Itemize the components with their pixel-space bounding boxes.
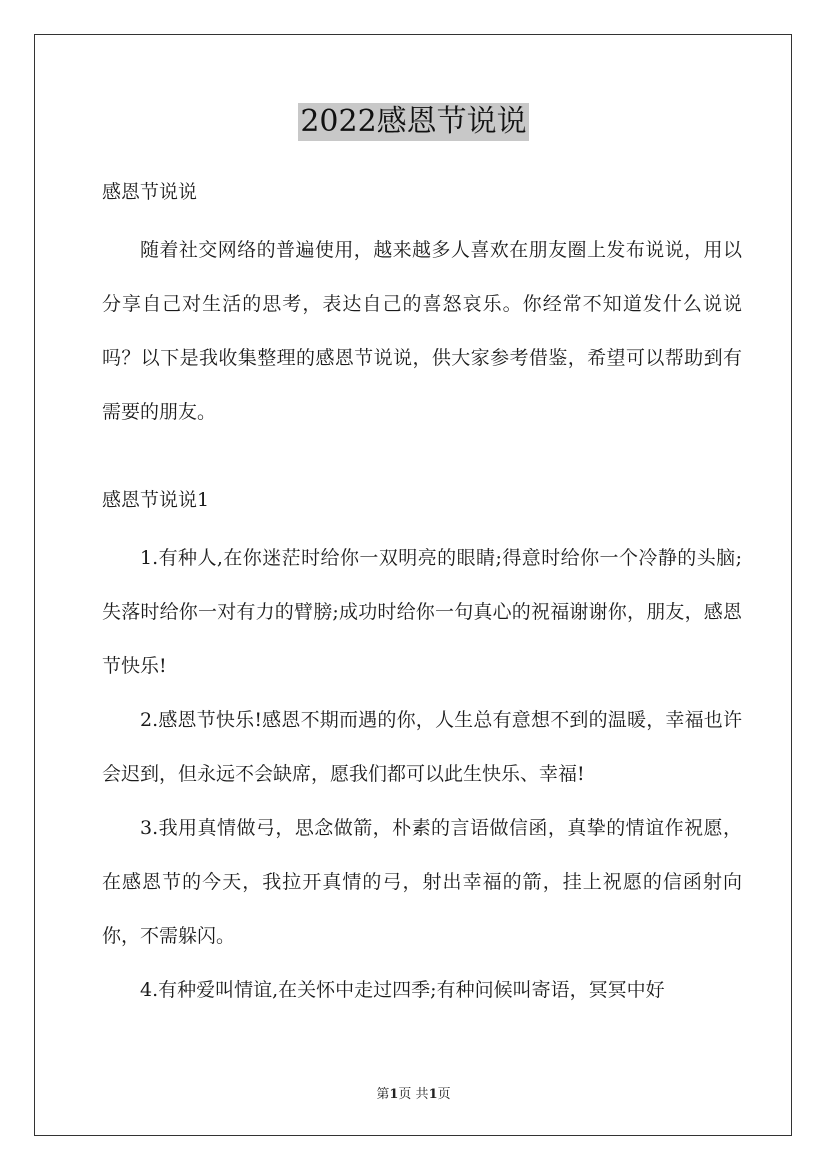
list-item: 2.感恩节快乐!感恩不期而遇的你，人生总有意想不到的温暖，幸福也许会迟到，但永远不会缺席，愿我们都可以此生快乐、幸福! [102,709,742,785]
document-body [102,173,742,1017]
intro-paragraph: 随着社交网络的普遍使用，越来越多人喜欢在朋友圈上发布说说，用以分享自己对生活的思考，表达自己的喜怒哀乐。你经常不知道发什么说说吗？以下是我收集整理的感恩节说说，供大家参考借鉴，希望可以帮助到有需要的朋友。 [102,239,742,423]
spacer [102,519,742,531]
page-footer [0,1083,827,1102]
intro-heading: 感恩节说说 [102,181,198,203]
document-title: 2022感恩节说说 [300,104,527,139]
page-prefix: 第 [376,1087,390,1102]
page-mid: 页 共 [398,1087,429,1102]
section-heading: 感恩节说说1 [102,489,210,511]
page-current: 1 [389,1087,399,1102]
page-total: 1 [428,1087,438,1102]
title-container [0,103,827,141]
spacer [102,439,742,481]
page-suffix: 页 [437,1087,451,1102]
list-item: 4.有种爱叫情谊,在关怀中走过四季;有种问候叫寄语，冥冥中好 [140,979,665,1001]
spacer [102,211,742,223]
list-item: 1.有种人,在你迷茫时给你一双明亮的眼睛;得意时给你一个冷静的头脑;失落时给你一对有力的臂膀;成功时给你一句真心的祝福谢谢你，朋友，感恩节快乐! [102,547,742,677]
list-item: 3.我用真情做弓，思念做箭，朴素的言语做信函，真挚的情谊作祝愿，在感恩节的今天，我拉开真情的弓，射出幸福的箭，挂上祝愿的信函射向你，不需躲闪。 [102,817,742,947]
